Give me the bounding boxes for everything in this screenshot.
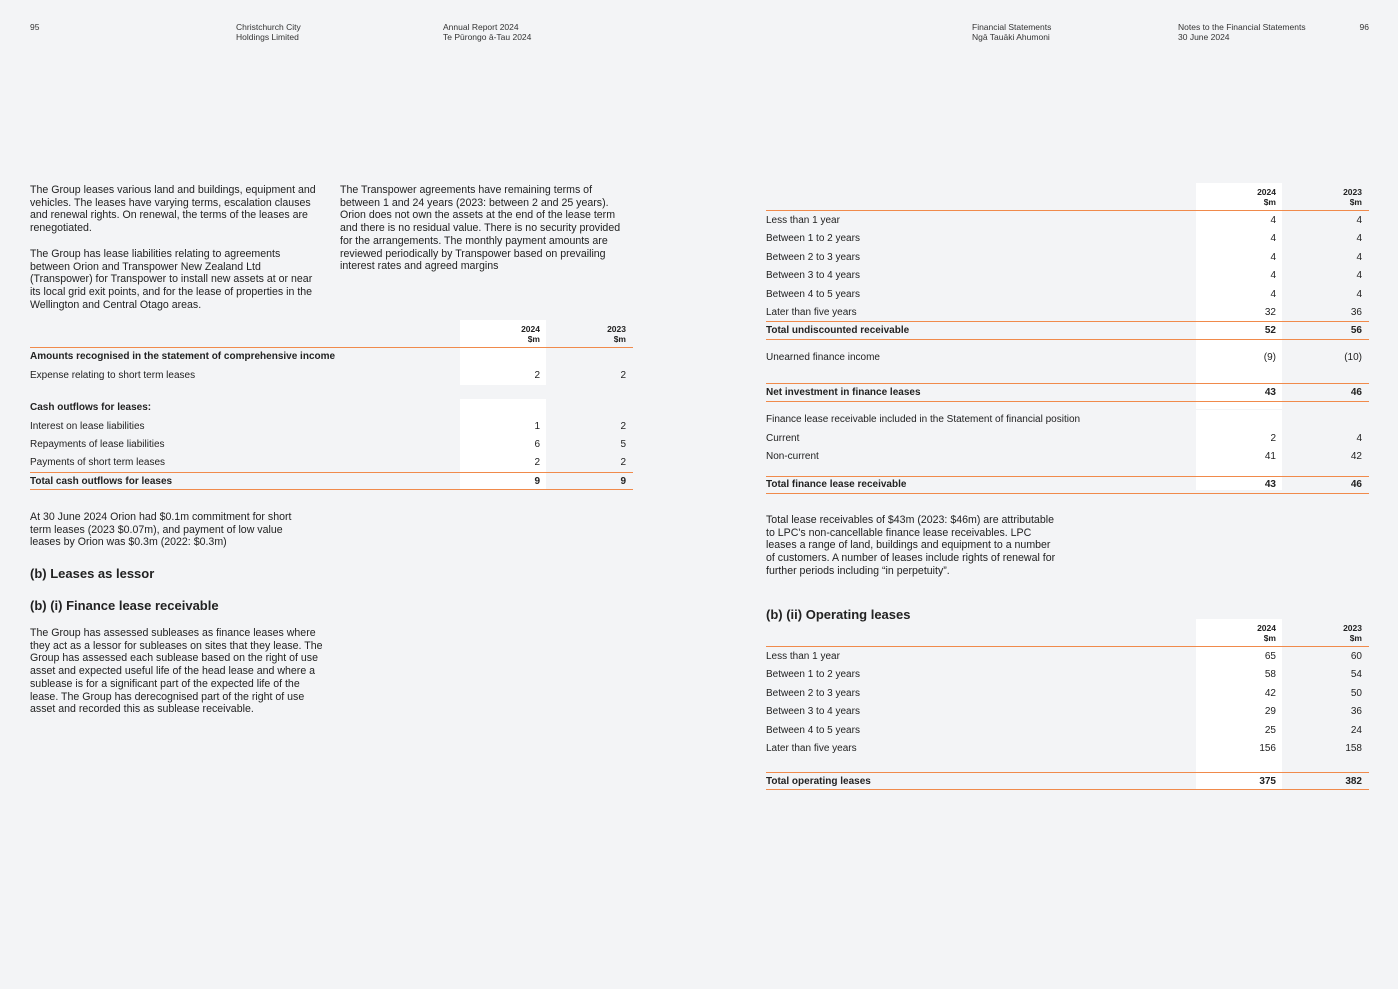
column-header-2024: 2024 $m xyxy=(1257,187,1276,207)
notes-title-line1: Notes to the Financial Statements xyxy=(1178,22,1306,32)
notes-title xyxy=(1178,22,1306,42)
table-row xyxy=(766,231,1369,247)
row-label: Between 2 to 3 years xyxy=(766,688,860,699)
value-2023: 2 xyxy=(620,457,626,468)
value-2023: 4 xyxy=(1356,433,1362,444)
table-rule xyxy=(766,339,1369,340)
row-label: Between 3 to 4 years xyxy=(766,270,860,281)
value-2024: 2 xyxy=(1270,433,1276,444)
value-2024: 43 xyxy=(1264,479,1276,490)
row-label: Total undiscounted receivable xyxy=(766,325,910,336)
table-rule xyxy=(30,472,633,473)
value-2024: 156 xyxy=(1259,743,1276,754)
row-label: Between 4 to 5 years xyxy=(766,725,860,736)
row-label: Later than five years xyxy=(766,743,857,754)
page-number-left: 95 xyxy=(30,22,40,32)
value-2023: 4 xyxy=(1356,270,1362,281)
value-2024: 2 xyxy=(534,370,540,381)
notes-title-line2: 30 June 2024 xyxy=(1178,32,1230,42)
row-label: Repayments of lease liabilities xyxy=(30,439,165,450)
page-number-right: 96 xyxy=(1359,22,1369,32)
value-2023: 36 xyxy=(1350,307,1362,318)
org-name xyxy=(236,22,301,42)
value-2024: 42 xyxy=(1264,688,1276,699)
report-title-line2: Te Pūrongo ā-Tau 2024 xyxy=(443,32,532,42)
section-header xyxy=(766,412,1369,428)
table-rule xyxy=(30,489,633,490)
value-2023: 4 xyxy=(1356,289,1362,300)
row-label: Interest on lease liabilities xyxy=(30,421,145,432)
column-header-2024: 2024 $m xyxy=(1257,623,1276,643)
column-header-2024: 2024 $m xyxy=(521,324,540,344)
value-2024: (9) xyxy=(1263,352,1276,363)
value-2023: 2 xyxy=(620,370,626,381)
row-label: Less than 1 year xyxy=(766,651,840,662)
value-2024: 2 xyxy=(534,457,540,468)
value-2024: 4 xyxy=(1270,215,1276,226)
value-2024: 25 xyxy=(1264,725,1276,736)
value-2023: 5 xyxy=(620,439,626,450)
value-2023: 36 xyxy=(1350,706,1362,717)
table-rule xyxy=(766,789,1369,790)
row-label: Payments of short term leases xyxy=(30,457,166,468)
table-rule xyxy=(30,347,633,348)
table-row xyxy=(30,455,633,471)
table-row xyxy=(30,419,633,435)
value-2023: 50 xyxy=(1350,688,1362,699)
table-rule xyxy=(766,321,1369,322)
value-2024: 4 xyxy=(1270,270,1276,281)
section-title-line2: Ngā Tauāki Ahumoni xyxy=(972,32,1050,42)
report-title xyxy=(443,22,531,42)
total-row xyxy=(766,385,1369,401)
section-header xyxy=(30,400,633,416)
value-2023: 4 xyxy=(1356,252,1362,263)
table-row xyxy=(766,741,1369,757)
row-label: Current xyxy=(766,433,800,444)
value-2024: 9 xyxy=(534,476,540,487)
section-title xyxy=(972,22,1051,42)
table-row xyxy=(766,686,1369,702)
section-label: Cash outflows for leases: xyxy=(30,402,152,413)
row-label: Later than five years xyxy=(766,307,857,318)
value-2023: 54 xyxy=(1350,669,1362,680)
row-label: Expense relating to short term leases xyxy=(30,370,196,381)
value-2024: 4 xyxy=(1270,252,1276,263)
lease-receivables-paragraph: Total lease receivables of $43m (2023: $46m) are attributable to LPC's non-cancellable finance lease receivables. LPC leases a range of land, buildings and equipment to a number of customers. A number of leases include rights of renewal for further periods including “in perpetuity”. xyxy=(766,514,1056,577)
intro-paragraph: The Group leases various land and buildings, equipment and vehicles. The leases have varying terms, escalation clauses and renewal rights. On renewal, the terms of the leases are renegotiated. xyxy=(30,184,316,235)
value-2023: 42 xyxy=(1350,451,1362,462)
value-2024: 4 xyxy=(1270,289,1276,300)
section-title-line1: Financial Statements xyxy=(972,22,1052,32)
value-2024: 43 xyxy=(1264,387,1276,398)
org-name-line2: Holdings Limited xyxy=(236,32,299,42)
value-2023: 2 xyxy=(620,421,626,432)
table-row xyxy=(766,350,1369,366)
value-2024: 29 xyxy=(1264,706,1276,717)
row-label: Between 1 to 2 years xyxy=(766,233,860,244)
value-2024: 6 xyxy=(534,439,540,450)
table-row xyxy=(766,305,1369,321)
table-rule xyxy=(766,646,1369,647)
table-row xyxy=(766,287,1369,303)
value-2023: (10) xyxy=(1344,352,1362,363)
row-label: Between 1 to 2 years xyxy=(766,669,860,680)
org-name-line1: Christchurch City xyxy=(236,22,301,32)
value-2023: 158 xyxy=(1345,743,1362,754)
table-rule xyxy=(766,401,1369,402)
row-label: Total operating leases xyxy=(766,776,871,787)
table-row xyxy=(30,437,633,453)
table-row xyxy=(766,213,1369,229)
value-2023: 382 xyxy=(1345,776,1362,787)
value-2024: 32 xyxy=(1264,307,1276,318)
value-2024: 58 xyxy=(1264,669,1276,680)
subleases-paragraph: The Group has assessed subleases as finance leases where they act as a lessor for subleases on sites that they lease. The Group has assessed each sublease based on the right of use asset and expected useful life of the head lease and where a sublease is for a significant part of the expected life of the lease. The Group has derecognised part of the right of use asset and recorded this as sublease receivable. xyxy=(30,627,323,716)
table-row xyxy=(766,268,1369,284)
table-rule xyxy=(766,493,1369,494)
column-header-2023: 2023 $m xyxy=(1343,623,1362,643)
row-label: Unearned finance income xyxy=(766,352,880,363)
total-row xyxy=(30,474,633,490)
heading-finance-lease-receivable: (b) (i) Finance lease receivable xyxy=(30,598,219,613)
transpower-paragraph: The Transpower agreements have remaining terms of between 1 and 24 years (2023: between 2 and 25 years). Orion does not own the assets at the end of the lease term and there is no residual value. There is no security provided for the arrangements. The monthly payment amounts are reviewed periodically by Transpower based on prevailing interest rates and agreed margins xyxy=(340,184,621,273)
value-2023: 4 xyxy=(1356,233,1362,244)
report-title-line1: Annual Report 2024 xyxy=(443,22,519,32)
table-rule xyxy=(766,383,1369,384)
total-row xyxy=(766,323,1369,339)
value-2024: 52 xyxy=(1264,325,1276,336)
row-label: Total cash outflows for leases xyxy=(30,476,173,487)
lease-liabilities-paragraph: The Group has lease liabilities relating to agreements between Orion and Transpower New Zealand Ltd (Transpower) for Transpower to install new assets at or near its local grid exit points, and for the lease of properties in the Wellington and Central Otago areas. xyxy=(30,248,313,311)
value-2024: 41 xyxy=(1264,451,1276,462)
heading-operating-leases: (b) (ii) Operating leases xyxy=(766,607,911,622)
column-header-2023: 2023 $m xyxy=(1343,187,1362,207)
table-row xyxy=(766,704,1369,720)
row-label: Between 4 to 5 years xyxy=(766,289,860,300)
value-2023: 9 xyxy=(620,476,626,487)
table-row xyxy=(766,667,1369,683)
table-rule xyxy=(766,772,1369,773)
heading-leases-as-lessor: (b) Leases as lessor xyxy=(30,566,155,581)
value-2023: 46 xyxy=(1350,479,1362,490)
section-header xyxy=(30,349,633,365)
section-label: Amounts recognised in the statement of comprehensive income xyxy=(30,351,336,362)
value-2023: 56 xyxy=(1350,325,1362,336)
column-header-2023: 2023 $m xyxy=(607,324,626,344)
value-2023: 4 xyxy=(1356,215,1362,226)
total-row xyxy=(766,477,1369,493)
row-label: Between 3 to 4 years xyxy=(766,706,860,717)
value-2023: 46 xyxy=(1350,387,1362,398)
commitment-paragraph: At 30 June 2024 Orion had $0.1m commitment for short term leases (2023 $0.07m), and payment of low value leases by Orion was $0.3m (2022: $0.3m) xyxy=(30,511,292,549)
value-2024: 375 xyxy=(1259,776,1276,787)
row-label: Between 2 to 3 years xyxy=(766,252,860,263)
section-label: Finance lease receivable included in the Statement of financial position xyxy=(766,414,1081,425)
value-2023: 60 xyxy=(1350,651,1362,662)
row-label: Non-current xyxy=(766,451,819,462)
row-label: Total finance lease receivable xyxy=(766,479,907,490)
table-row xyxy=(766,250,1369,266)
table-row xyxy=(766,449,1369,465)
total-row xyxy=(766,774,1369,790)
value-2024: 1 xyxy=(534,421,540,432)
value-2024: 4 xyxy=(1270,233,1276,244)
table-row xyxy=(766,431,1369,447)
value-2023: 24 xyxy=(1350,725,1362,736)
table-row xyxy=(766,649,1369,665)
row-label: Less than 1 year xyxy=(766,215,840,226)
table-rule xyxy=(766,210,1369,211)
table-row xyxy=(766,723,1369,739)
row-label: Net investment in finance leases xyxy=(766,387,921,398)
table-row xyxy=(30,368,633,384)
value-2024: 65 xyxy=(1264,651,1276,662)
